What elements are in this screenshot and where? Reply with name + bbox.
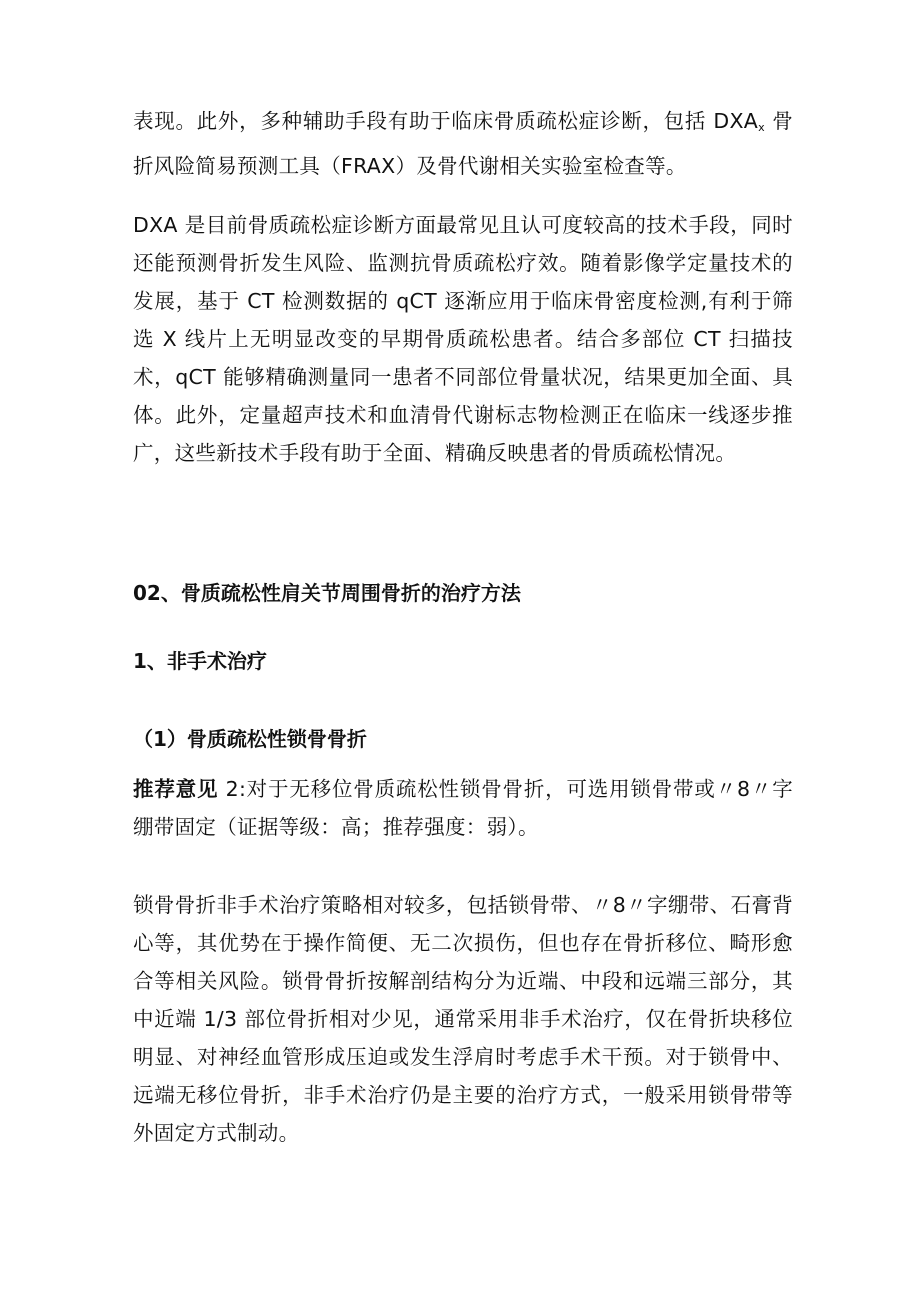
paragraph-clavicle-treatment: 锁骨骨折非手术治疗策略相对较多，包括锁骨带、〃8〃字绷带、石膏背心等，其优势在于操作简便、无二次损伤，但也存在骨折移位、畸形愈合等相关风险。锁骨骨折按解剖结构分为近端、中段和远端三部分，其中近端 1/3 部位骨折相对少见，通常采用非手术治疗，仅在骨折块移位明显、对神经血管形成压迫或发生浮肩时考虑手术干预。对于锁骨中、远端无移位骨折，非手术治疗仍是主要的治疗方式，一般采用锁骨带等外固定方式制动。 xyxy=(133,893,793,1145)
subscript-x: x xyxy=(758,121,765,134)
paragraph-recommendation xyxy=(133,770,793,846)
paragraph-text: 骨折风险简易预测工具（FRAX）及骨代谢相关实验室检查等。 xyxy=(133,109,793,178)
subsection-heading-clavicle: （1）骨质疏松性锁骨骨折 xyxy=(133,727,367,751)
paragraph-dxa-qct: DXA 是目前骨质疏松症诊断方面最常见且认可度较高的技术手段，同时还能预测骨折发生风险、监测抗骨质疏松疗效。随着影像学定量技术的发展，基于 CT 检测数据的 qCT 逐渐应用于临床骨密度检测,有利于筛选 X 线片上无明显改变的早期骨质疏松患者。结合多部位 CT 扫描技术，qCT 能够精确测量同一患者不同部位骨量状况，结果更加全面、具体。此外，定量超声技术和血清骨代谢标志物检测正在临床一线逐步推广，这些新技术手段有助于全面、精确反映患者的骨质疏松情况。 xyxy=(133,213,793,465)
paragraph-text: 表现。此外，多种辅助手段有助于临床骨质疏松症诊断，包括 DXA xyxy=(133,109,759,133)
paragraph-diagnosis-tools xyxy=(133,102,793,185)
subsection-heading-nonsurgical: 1、非手术治疗 xyxy=(133,649,267,673)
recommendation-label: 推荐意见 xyxy=(133,777,219,801)
section-heading: 02、骨质疏松性肩关节周围骨折的治疗方法 xyxy=(133,581,521,605)
paragraph-text: 2:对于无移位骨质疏松性锁骨骨折，可选用锁骨带或〃8〃字绷带固定（证据等级：高；推荐强度：弱）。 xyxy=(133,777,793,839)
